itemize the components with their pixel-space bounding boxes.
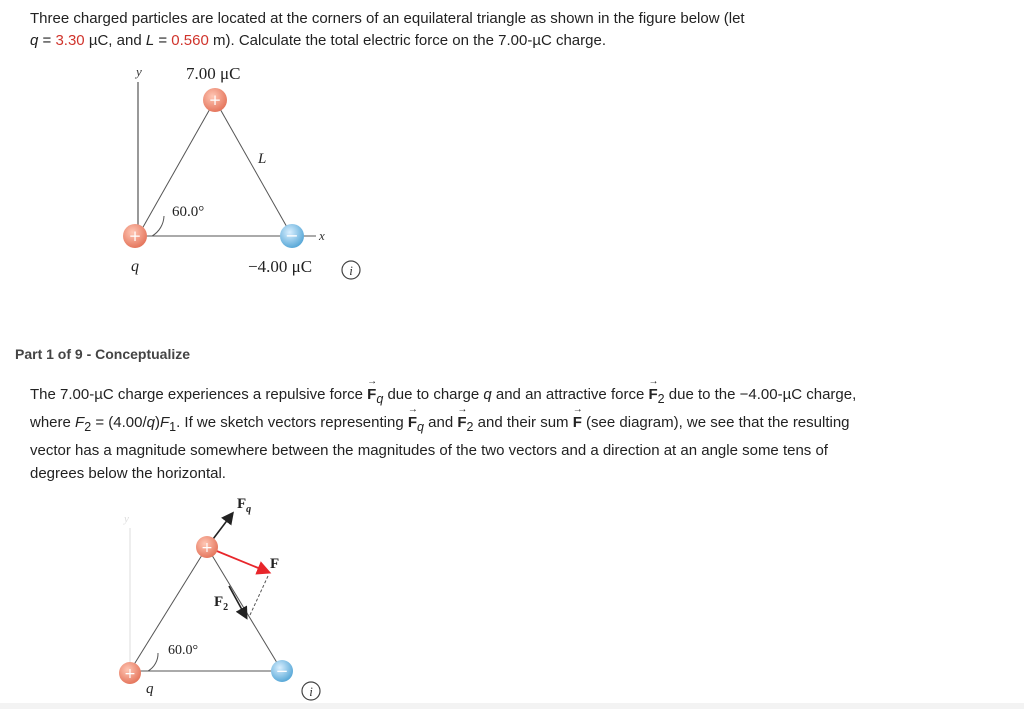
para-text: (see diagram), we see that the resulting vector has a magnitude somewhere between the magnitudes of the two vectors and a direction at an angle some tens of degrees below the horizontal. (30, 414, 850, 482)
vector-F2-label (214, 594, 228, 613)
para-text: due to the −4.00-µC charge, where (30, 386, 857, 431)
para-text: The 7.00-µC charge experiences a repulsive force (30, 386, 368, 403)
left-charge-label: q (131, 258, 139, 275)
vector-F: F → (573, 411, 582, 434)
subscript-2: 2 (466, 420, 474, 434)
completion-dashes (250, 576, 268, 615)
F-italic: F (75, 414, 85, 431)
angle-label: 60.0° (168, 643, 199, 658)
plus-sign: + (201, 540, 213, 556)
vector-F: F → (367, 383, 376, 406)
vector-diagram (110, 488, 340, 709)
info-icon[interactable] (342, 261, 360, 279)
info-glyph: i (309, 684, 313, 699)
info-glyph: i (349, 263, 353, 278)
q-symbol: q (30, 32, 39, 49)
F-italic: F (159, 414, 170, 431)
angle-label: 60.0° (172, 204, 205, 220)
right-charge-label: −4.00 μC (248, 257, 313, 276)
subscript-2: 2 (84, 420, 92, 434)
bottom-bar (0, 703, 1024, 709)
plus-sign: + (208, 91, 222, 109)
info-icon[interactable] (302, 682, 320, 700)
l-value: 0.560 (171, 32, 209, 49)
vector-F: F → (408, 411, 417, 434)
subscript-1: 1 (169, 420, 177, 434)
Fq-sub: q (246, 504, 252, 515)
top-charge-label: 7.00 μC (186, 64, 241, 83)
para-text: . If we sketch vectors representing (176, 414, 408, 431)
subscript-2: 2 (657, 392, 665, 406)
para-text: and (423, 414, 458, 431)
part-title: Part 1 of 9 - Conceptualize (15, 346, 191, 362)
problem-text-2: m). Calculate the total electric force on the 7.00-µC charge. (208, 32, 606, 49)
side-length-label: L (258, 151, 267, 167)
vector-Fq-label (237, 496, 251, 515)
minus-sign: − (285, 226, 299, 245)
plus-sign: + (124, 666, 136, 682)
para-text: ) (154, 414, 160, 431)
q-symbol: q (483, 386, 492, 403)
vector-F-label: F (270, 556, 280, 572)
triangle-figure (100, 60, 380, 290)
vector-F2-arrow (229, 586, 246, 617)
vector-F: F → (648, 383, 657, 406)
y-axis-label: y (136, 64, 142, 79)
para-text: = (4.00/ (91, 414, 147, 431)
subscript-q: q (376, 392, 384, 406)
para-text: and their sum (473, 414, 573, 431)
q-equals: = (38, 32, 56, 49)
angle-arc (148, 653, 158, 671)
minus-sign: − (275, 662, 289, 680)
q-unit: µC, and (84, 32, 146, 49)
y-axis-label: y (124, 513, 129, 525)
para-text: and an attractive force (491, 386, 649, 403)
q-symbol: q (146, 414, 155, 431)
q-value: 3.30 (55, 32, 85, 49)
para-text: due to charge (383, 386, 484, 403)
problem-statement (30, 8, 990, 52)
vector-F: F → (457, 411, 466, 434)
conceptualize-paragraph (30, 383, 860, 485)
left-charge-label: q (146, 681, 154, 697)
l-equals: = (154, 32, 172, 49)
x-axis-label: x (319, 228, 325, 243)
Fq-letter: F (237, 496, 247, 512)
l-symbol: L (145, 32, 155, 49)
plus-sign: + (128, 227, 142, 245)
right-side (215, 100, 292, 236)
F2-letter: F (214, 594, 224, 610)
problem-text-1: Three charged particles are located at the corners of an equilateral triangle as shown in the figure below (let (30, 10, 745, 27)
F2-sub: 2 (223, 602, 229, 613)
angle-arc (152, 216, 164, 236)
subscript-q: q (417, 420, 424, 434)
